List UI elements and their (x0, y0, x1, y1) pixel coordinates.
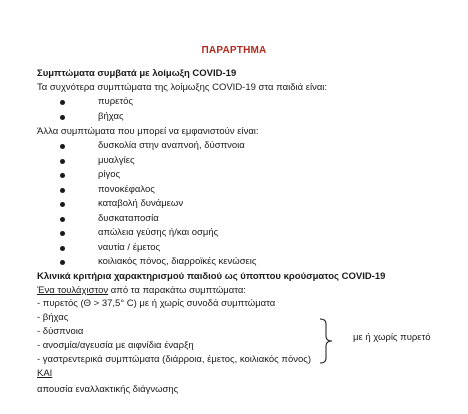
list-item: ρίγος (60, 168, 256, 183)
bullet-icon (60, 100, 65, 105)
document-title: ΠΑΡΑΡΤΗΜΑ (201, 45, 267, 56)
list-item: καταβολή δυνάμεων (60, 197, 256, 212)
other-symptoms-list (60, 139, 256, 270)
bullet-icon (60, 231, 65, 236)
section-heading-criteria: Κλινικά κριτήρια χαρακτηρισμού παιδιού ως ύποπτου κρούσματος COVID-19 (37, 271, 386, 282)
bullet-icon (60, 115, 65, 120)
common-symptoms-intro: Τα συχνότερα συμπτώματα της λοίμωξης COVID-19 στα παιδιά είναι: (37, 82, 328, 93)
bullet-icon (60, 246, 65, 251)
list-item: ναυτία / έμετος (60, 241, 256, 256)
list-item: βήχας (60, 110, 133, 125)
criteria-item: - γαστρεντερικά συμπτώματα (διάρροια, έμετος, κοιλιακός πόνος) (37, 354, 312, 365)
bullet-icon (60, 173, 65, 178)
list-item: μυαλγίες (60, 154, 256, 169)
criteria-item: - δύσπνοια (37, 326, 84, 337)
brace-label: με ή χωρίς πυρετό (353, 332, 431, 343)
bullet-icon (60, 217, 65, 222)
bullet-icon (60, 144, 65, 149)
other-symptoms-intro: Άλλα συμπτώματα που μπορεί να εμφανιστούν είναι: (37, 126, 259, 137)
and-label: ΚΑΙ (37, 368, 53, 379)
list-item: κοιλιακός πόνος, διαρροϊκές κενώσεις (60, 255, 256, 270)
section-heading-symptoms: Συμπτώματα συμβατά με λοίμωξη COVID-19 (37, 68, 237, 79)
bullet-icon (60, 188, 65, 193)
criteria-intro (37, 285, 246, 296)
common-symptoms-list (60, 95, 133, 124)
bullet-icon (60, 159, 65, 164)
criteria-intro-rest: από τα παρακάτω συμπτώματα: (108, 285, 246, 296)
list-item: πυρετός (60, 95, 133, 110)
list-item: δυσκαταποσία (60, 212, 256, 227)
criteria-intro-emphasis: Ένα τουλάχιστον (37, 285, 109, 296)
bullet-icon (60, 260, 65, 265)
footer-condition: απουσία εναλλακτικής διάγνωσης (37, 384, 179, 395)
bullet-icon (60, 202, 65, 207)
criteria-item: - πυρετός (Θ > 37,5° C) με ή χωρίς συνοδά συμπτώματα (37, 298, 276, 309)
list-item: δυσκολία στην αναπνοή, δύσπνοια (60, 139, 256, 154)
right-brace-icon (318, 318, 338, 364)
list-item: απώλεια γεύσης ή/και οσμής (60, 226, 256, 241)
criteria-item: - ανοσμία/αγευσία με αιφνίδια έναρξη (37, 340, 194, 351)
criteria-item: - βήχας (37, 312, 69, 323)
list-item: πονοκέφαλος (60, 183, 256, 198)
